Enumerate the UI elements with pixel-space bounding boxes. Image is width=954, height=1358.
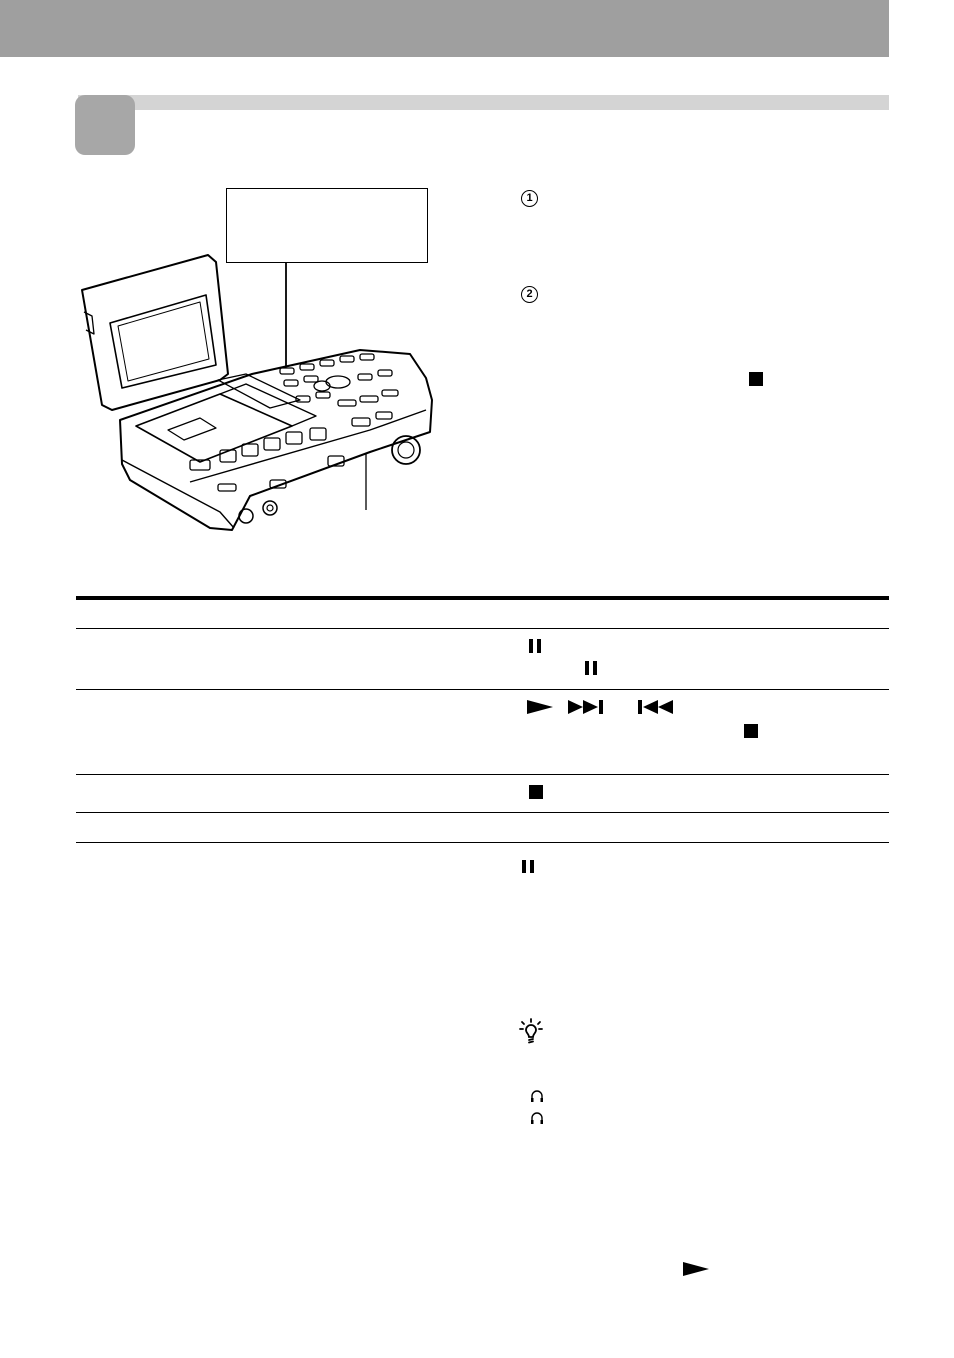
device-illustration	[70, 250, 450, 540]
headphones-icon	[530, 1111, 544, 1125]
table-row-divider	[76, 774, 889, 775]
skip-forward-icon	[568, 700, 606, 714]
lightbulb-hint-icon	[519, 1018, 543, 1044]
section-rule	[78, 95, 889, 110]
step-1-marker	[521, 190, 538, 207]
play-icon	[527, 700, 553, 714]
play-icon	[683, 1262, 709, 1276]
pause-icon	[584, 661, 598, 675]
section-badge	[75, 95, 135, 155]
table-row-divider	[76, 812, 889, 813]
table-top-rule	[76, 596, 889, 600]
stop-icon	[749, 372, 763, 386]
step-2-number: 2	[526, 288, 533, 300]
stop-icon	[744, 724, 758, 738]
table-row-divider	[76, 628, 889, 629]
step-2-marker	[521, 286, 538, 303]
skip-back-icon	[638, 700, 676, 714]
stop-icon	[529, 785, 543, 799]
table-row-divider	[76, 842, 889, 843]
pause-icon	[528, 639, 542, 653]
table-row-divider	[76, 689, 889, 690]
header-band	[0, 0, 889, 57]
pause-icon	[521, 860, 535, 873]
step-1-number: 1	[526, 192, 533, 204]
headphones-icon	[530, 1089, 544, 1103]
